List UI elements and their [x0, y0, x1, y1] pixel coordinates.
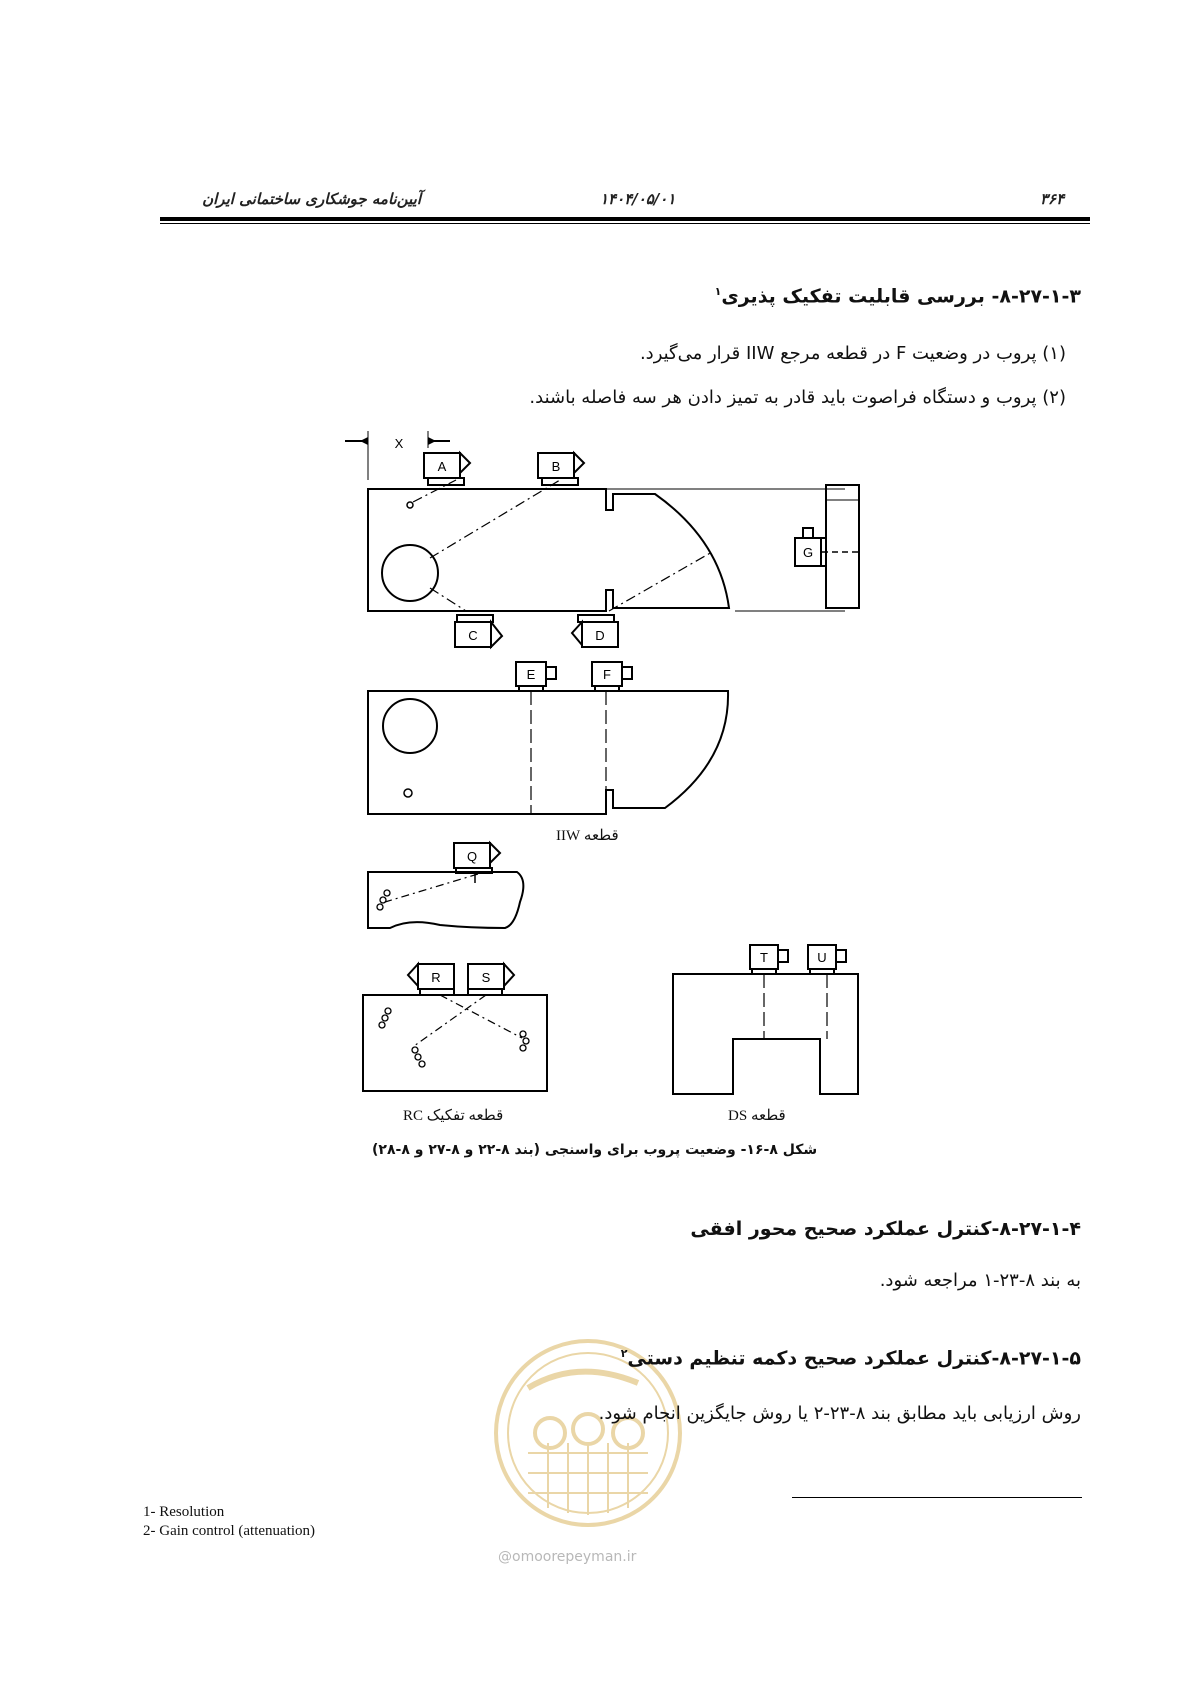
- footnote-1: 1- Resolution: [143, 1504, 225, 1520]
- probe-u-label: U: [817, 950, 827, 965]
- figure-caption: شکل ۸-۱۶- وضعیت پروب برای واسنجی (بند ۸-۲۲ و ۸-۲۷ و ۸-۲۸): [372, 1142, 818, 1158]
- list-item-2: (۲) پروب و دستگاه فراصوت باید قادر به تمیز دادن هر سه فاصله باشند.: [529, 387, 1066, 408]
- probe-r-label: R: [431, 970, 441, 985]
- label-ds-block: قطعه DS: [728, 1108, 786, 1124]
- probe-g-label: G: [802, 545, 814, 560]
- page-number: ۳۶۴: [1040, 190, 1065, 208]
- probe-d-label: D: [595, 628, 605, 643]
- section-heading-horizontal-axis: ۸-۲۷-۱-۴-کنترل عملکرد صحیح محور افقی: [690, 1218, 1081, 1240]
- probe-t-label: T: [760, 950, 768, 965]
- section-heading-resolution: ۸-۲۷-۱-۳- بررسی قابلیت تفکیک پذیری$^۱$: [714, 285, 1081, 308]
- watermark-site: @omoorepeyman.ir: [498, 1549, 637, 1565]
- footnote-ref-2: ۲: [620, 1347, 628, 1360]
- probe-c-label: C: [468, 628, 478, 643]
- list-item-1: (۱) پروب در وضعیت F در قطعه مرجع IIW قرار می‌گیرد.: [639, 343, 1066, 364]
- probe-e-label: E: [526, 667, 536, 682]
- section-2-body: به بند ۸-۲۳-۱ مراجعه شود.: [879, 1270, 1081, 1291]
- header-date: ۱۴۰۴/۰۵/۰۱: [600, 190, 676, 208]
- probe-b-label: B: [551, 459, 561, 474]
- section-3-body: روش ارزیابی باید مطابق بند ۸-۲۳-۲ یا روش جایگزین انجام شود.: [598, 1403, 1081, 1424]
- section-heading-gain-control: ۸-۲۷-۱-۵-کنترل عملکرد صحیح دکمه تنظیم دستی$^۲$: [620, 1347, 1081, 1370]
- probe-s-label: S: [481, 970, 491, 985]
- footnote-2: 2- Gain control (attenuation): [143, 1523, 316, 1539]
- book-title: آیین‌نامه جوشکاری ساختمانی ایران: [202, 190, 421, 208]
- label-x: X: [394, 436, 404, 451]
- probe-q-label: Q: [466, 849, 478, 864]
- label-iiw-block: قطعه IIW: [556, 828, 619, 844]
- probe-f-label: F: [603, 667, 611, 682]
- probe-a-label: A: [437, 459, 447, 474]
- footnote-rule: [792, 1497, 1082, 1498]
- label-rc-block: قطعه تفکیک RC: [403, 1108, 504, 1124]
- footnote-ref-1: ۱: [714, 285, 722, 298]
